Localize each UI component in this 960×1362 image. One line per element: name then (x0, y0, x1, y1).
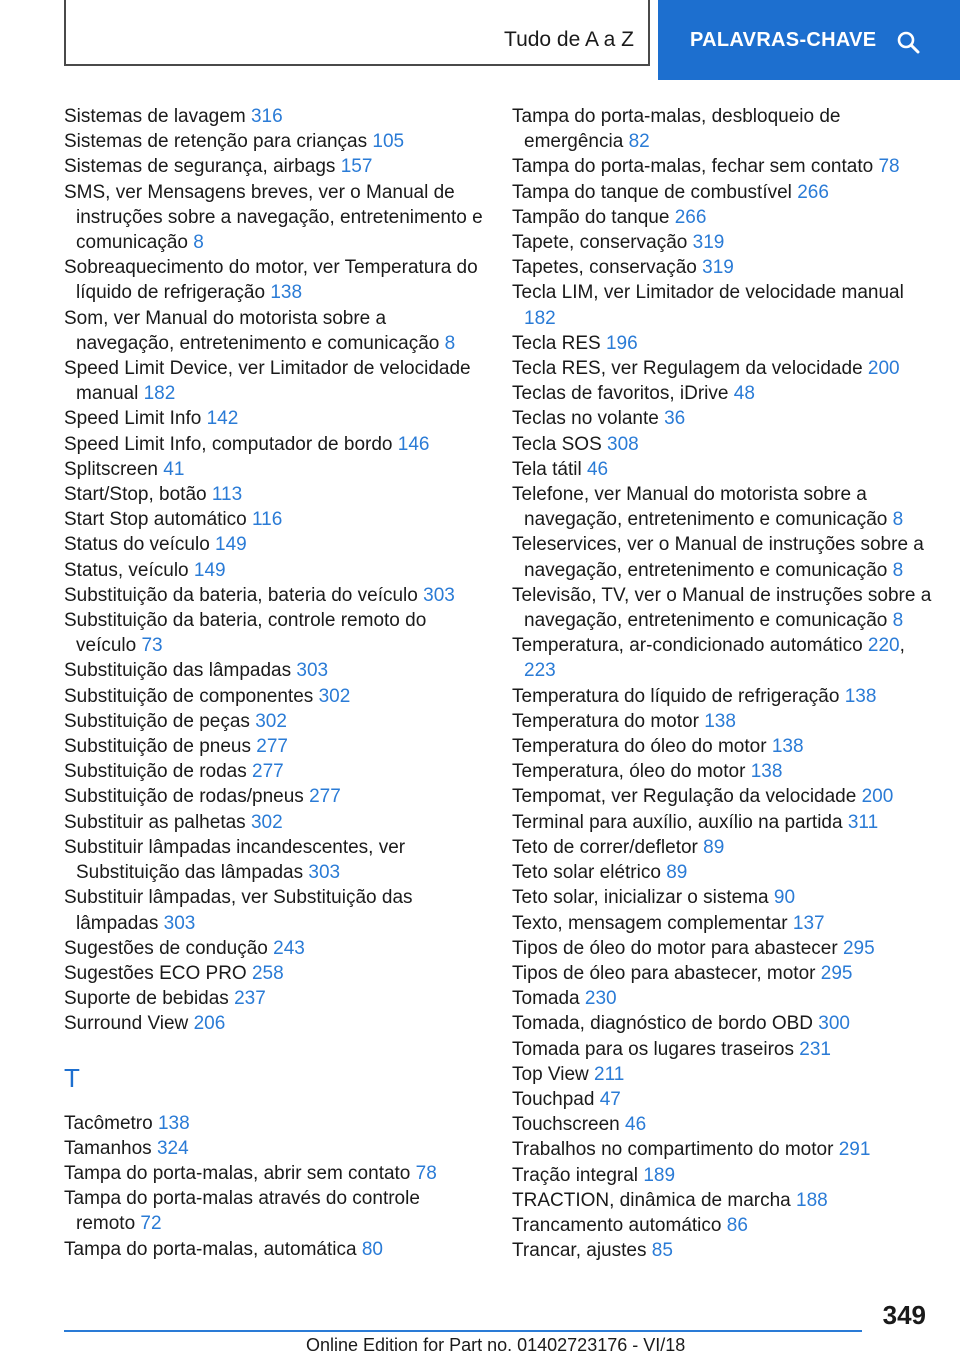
index-entry (64, 532, 484, 557)
index-entry (64, 734, 484, 759)
header-tab-box[interactable] (64, 0, 650, 66)
index-entry-text: Telefone, ver Manual do motorista sobre a navegação, entretenimento e comunicação (512, 484, 888, 531)
index-entry (64, 1136, 484, 1161)
index-entry-text: Substituição das lâmpadas (64, 660, 292, 682)
index-entry-text: Tampa do porta-malas através do controle remoto (64, 1188, 420, 1235)
page-reference-link[interactable]: 82 (628, 131, 650, 153)
page-reference-link[interactable]: 188 (796, 1189, 828, 1211)
index-entry-text: Touchscreen (512, 1114, 620, 1136)
index-entry (64, 608, 484, 658)
index-entry-text: Tração integral (512, 1164, 639, 1186)
page-reference-link[interactable]: 137 (792, 912, 825, 934)
index-entry-text: Texto, mensagem complementar (512, 912, 788, 934)
index-entry-text: Tampa do porta-malas, abrir sem contato (64, 1162, 411, 1184)
search-icon[interactable] (896, 30, 920, 54)
index-entry (64, 406, 484, 431)
index-entry-text: Substituição da bateria, controle remoto do veículo (64, 610, 427, 657)
page-reference-link[interactable]: 41 (163, 458, 185, 480)
page-reference-link[interactable]: 138 (771, 736, 804, 758)
index-entry-text: Tela tátil (512, 458, 582, 480)
index-entry-text: Tampa do tanque de combustível (512, 181, 792, 203)
page-reference-link[interactable]: 316 (250, 106, 283, 127)
index-entry-text: Tamanhos (64, 1137, 152, 1159)
index-entry (64, 658, 484, 683)
index-entry (512, 684, 932, 709)
index-entry-text: Tecla RES, ver Regulagem da velocidade (512, 358, 863, 380)
page-reference-link[interactable]: 86 (726, 1214, 748, 1236)
index-entry-text: Sobreaquecimento do motor, ver Temperatura do líquido de refrigeração (64, 257, 478, 304)
page-reference-link[interactable]: 80 (361, 1238, 383, 1260)
index-entry (512, 1238, 932, 1263)
index-entry (512, 280, 932, 330)
page-reference-link[interactable]: 78 (878, 156, 900, 178)
page-reference-link[interactable]: 266 (797, 181, 829, 203)
page-reference-link[interactable]: 230 (584, 988, 617, 1010)
page-reference-link[interactable]: 223 (524, 660, 556, 682)
page-reference-link[interactable]: 211 (594, 1063, 625, 1085)
index-entry (64, 1111, 484, 1136)
page-reference-link[interactable]: 231 (799, 1038, 831, 1060)
index-entry-text: Temperatura do motor (512, 710, 699, 732)
index-entry (512, 406, 932, 431)
index-entry-text: Tampa do porta-malas, fechar sem contato (512, 156, 874, 178)
page-reference-link[interactable]: 138 (157, 1112, 190, 1134)
index-entry-text: Tampão do tanque (512, 206, 670, 228)
page-reference-link[interactable]: 311 (847, 811, 879, 833)
page-reference-link[interactable]: 47 (599, 1088, 621, 1110)
keywords-label[interactable]: PALAVRAS-CHAVE (690, 29, 877, 51)
page-reference-link[interactable]: 200 (867, 358, 900, 380)
index-entry (64, 936, 484, 961)
page-reference-link[interactable]: 90 (773, 887, 796, 909)
index-entry-text: Tecla SOS (512, 433, 602, 455)
index-entry (64, 835, 484, 885)
index-entry-text: Speed Limit Info, computador de bordo (64, 433, 393, 455)
index-entry (512, 1011, 932, 1036)
index-entry (64, 986, 484, 1011)
index-entry (512, 104, 932, 154)
index-entry-text: Tomada (512, 988, 580, 1010)
index-entry (512, 1037, 932, 1062)
index-entry (64, 356, 484, 406)
index-entry (512, 381, 932, 406)
index-entry (512, 936, 932, 961)
page-reference-link[interactable]: 295 (820, 962, 853, 984)
index-entry-text: Touchpad (512, 1088, 595, 1110)
index-entry-text: Teleservices, ver o Manual de instruções sobre a navegação, entretenimento e comunicação (512, 534, 924, 581)
index-entry (64, 306, 484, 356)
index-entry-text: Teclas no volante (512, 408, 659, 430)
page-reference-link[interactable]: 277 (309, 786, 341, 808)
index-entry-text: Sistemas de retenção para crianças (64, 131, 368, 153)
page-reference-link[interactable]: 189 (643, 1164, 676, 1186)
page-reference-link[interactable]: 113 (211, 484, 243, 506)
index-entry (512, 835, 932, 860)
page-reference-link[interactable]: 89 (666, 862, 688, 884)
index-entry-text: Substituição de rodas (64, 761, 247, 783)
index-entry (512, 759, 932, 784)
index-entry (512, 205, 932, 230)
index-column-left (64, 104, 484, 1262)
index-entry (64, 583, 484, 608)
index-entry (512, 784, 932, 809)
page-reference-link[interactable]: 319 (702, 257, 734, 279)
index-entry-text: Sistemas de segurança, airbags (64, 156, 336, 178)
index-entry-text: Start Stop automático (64, 509, 247, 531)
index-entry (64, 1186, 484, 1236)
page-reference-link[interactable]: 8 (892, 509, 904, 531)
page-reference-link[interactable]: 105 (372, 131, 405, 153)
index-entry (512, 961, 932, 986)
index-entry: Temperatura, ar-condicionado automático 220, 223 (512, 635, 905, 682)
footer-edition-text: Online Edition for Part no. 01402723176 - VI/18 (306, 1335, 686, 1355)
index-entry (512, 1137, 932, 1162)
index-entry-text: Temperatura do óleo do motor (512, 736, 767, 758)
index-entry-text: Surround View (64, 1013, 189, 1035)
index-entry-text: Start/Stop, botão (64, 484, 207, 506)
index-entry-text: Teto solar elétrico (512, 862, 661, 884)
index-entry-text: Top View (512, 1063, 589, 1085)
index-entry (64, 129, 484, 154)
index-entry-text: Sugestões ECO PRO (64, 962, 247, 984)
index-entry-text: Tempomat, ver Regulação da velocidade (512, 786, 857, 808)
tab-az-label[interactable]: Tudo de A a Z (504, 28, 634, 51)
page-number: 349 (882, 1300, 926, 1330)
index-entry-text: Teto solar, inicializar o sistema (512, 887, 769, 909)
index-entry (512, 180, 932, 205)
index-entry-text: Splitscreen (64, 458, 158, 480)
index-entry (512, 810, 932, 835)
page-reference-link[interactable]: 303 (308, 862, 341, 884)
page-reference-link[interactable]: 237 (234, 988, 266, 1010)
index-entry-text: Status do veículo (64, 534, 210, 556)
index-entry (512, 255, 932, 280)
page-reference-link[interactable]: 8 (193, 232, 204, 254)
index-entry-text: Substituir lâmpadas incandescentes, ver Substituição das lâmpadas (64, 836, 406, 884)
keywords-tab[interactable] (658, 0, 960, 80)
page-reference-link[interactable]: 46 (586, 458, 609, 480)
index-entry-text: Substituir lâmpadas, ver Substituição das lâmpadas (64, 887, 413, 934)
index-entry (512, 1062, 932, 1087)
index-entry-text: Trabalhos no compartimento do motor (512, 1139, 834, 1161)
page-reference-link[interactable]: 182 (524, 307, 556, 329)
index-entry (512, 331, 932, 356)
page-reference-link[interactable]: 138 (844, 685, 877, 707)
index-entry (64, 432, 484, 457)
index-entry-text: SMS, ver Mensagens breves, ver o Manual de instruções sobre a navegação, entretenimento e comunicação (64, 181, 483, 254)
index-entry (512, 1213, 932, 1238)
index-entry (512, 432, 932, 457)
page-reference-link[interactable]: 319 (692, 232, 725, 254)
page-reference-link[interactable]: 300 (818, 1013, 850, 1035)
index-entry-text: Sugestões de condução (64, 937, 268, 959)
index-entries-t (64, 1111, 484, 1262)
index-entry-text: Substituição da bateria, bateria do veículo (64, 584, 418, 606)
index-entry (64, 482, 484, 507)
index-entry (64, 180, 484, 256)
index-entry (512, 457, 932, 482)
page-reference-link[interactable]: 146 (397, 433, 430, 455)
index-entry (64, 1237, 484, 1262)
footer-divider (64, 1330, 862, 1332)
page-reference-link[interactable]: 8 (444, 332, 456, 354)
page-reference-link[interactable]: 73 (141, 635, 163, 657)
index-entry (512, 1087, 932, 1112)
index-entry (64, 255, 484, 305)
page-reference-link[interactable]: 142 (206, 408, 239, 430)
index-entry-text: Speed Limit Info (64, 408, 202, 430)
index-entry-text: Trancar, ajustes (512, 1240, 647, 1262)
page-reference-link[interactable]: 8 (892, 559, 904, 581)
index-entry (512, 482, 932, 532)
page-reference-link[interactable]: 324 (156, 1137, 189, 1159)
index-entry-text: Substituição de componentes (64, 685, 314, 707)
page-reference-link[interactable]: 291 (838, 1139, 871, 1161)
index-entry-text: Tipos de óleo do motor para abastecer (512, 937, 838, 959)
page-reference-link[interactable]: 89 (703, 836, 725, 858)
index-entry (512, 1188, 932, 1213)
page-reference-link[interactable]: 258 (251, 962, 284, 984)
index-entry-text: Teto de correr/defletor (512, 836, 698, 858)
page-reference-link[interactable]: 149 (193, 559, 226, 581)
section-letter-heading: T (64, 1062, 80, 1093)
page-reference-link[interactable]: 206 (193, 1013, 226, 1035)
page-reference-link[interactable]: 277 (256, 736, 288, 758)
index-entry-text: Televisão, TV, ver o Manual de instruções sobre a navegação, entretenimento e comunicação (512, 584, 932, 632)
index-entry (512, 532, 932, 582)
index-entry (64, 759, 484, 784)
page-reference-link[interactable]: 243 (273, 937, 305, 959)
index-entry (64, 457, 484, 482)
index-entry (64, 1161, 484, 1186)
index-entry-text: Tampa do porta-malas, automática (64, 1238, 357, 1260)
index-entry-text: Temperatura do líquido de refrigeração (512, 685, 840, 707)
page-reference-link[interactable]: 72 (140, 1213, 162, 1235)
index-entry-text: Substituição de pneus (64, 736, 251, 758)
index-entry-text: Tapete, conservação (512, 232, 688, 254)
index-entry-text: Tampa do porta-malas, desbloqueio de emergência (512, 106, 841, 153)
index-entry-text: Tacômetro (64, 1112, 153, 1134)
index-entry (64, 154, 484, 179)
page-reference-link[interactable]: 196 (605, 332, 638, 354)
page-reference-link[interactable]: 302 (255, 710, 287, 732)
index-entry-text: Temperatura, óleo do motor (512, 761, 746, 783)
page-reference-link[interactable]: 138 (270, 282, 303, 304)
page-reference-link[interactable]: 220 (867, 635, 900, 657)
index-entry-text: Sistemas de lavagem (64, 106, 246, 127)
page-reference-link[interactable]: 138 (750, 761, 783, 783)
index-entry-text: Tecla RES (512, 332, 601, 354)
index-entry (512, 734, 932, 759)
page-reference-link[interactable]: 302 (250, 811, 283, 833)
index-entry-text: Suporte de bebidas (64, 988, 229, 1010)
index-entry (64, 885, 484, 935)
index-entry-text: Tapetes, conservação (512, 257, 697, 279)
index-entry-text: Som, ver Manual do motorista sobre a navegação, entretenimento e comunicação (64, 307, 440, 354)
page-reference-link[interactable]: 85 (651, 1240, 673, 1262)
index-entry-text: Trancamento automático (512, 1214, 722, 1236)
page-reference-link[interactable]: 277 (252, 761, 284, 783)
index-entry (64, 684, 484, 709)
index-column-right (512, 104, 932, 1263)
page-reference-link[interactable]: 308 (607, 433, 639, 455)
index-entry-text: Tomada, diagnóstico de bordo OBD (512, 1013, 814, 1035)
index-entry (64, 104, 484, 129)
page-reference-link[interactable]: 36 (664, 408, 686, 430)
page-reference-link[interactable]: 116 (252, 509, 283, 531)
index-entries-s (64, 104, 484, 1037)
index-entry (512, 709, 932, 734)
page-reference-link[interactable]: 8 (892, 610, 904, 632)
index-entry (64, 1011, 484, 1036)
index-entry (512, 860, 932, 885)
page-reference-link[interactable]: 303 (163, 912, 196, 934)
index-entry (64, 961, 484, 986)
index-entry-text: Tomada para os lugares traseiros (512, 1038, 794, 1060)
index-entry-text: Terminal para auxílio, auxílio na partida (512, 811, 843, 833)
index-entry-text: Speed Limit Device, ver Limitador de velocidade manual (64, 358, 471, 405)
index-entries-t-continued (512, 104, 932, 1263)
page-reference-link[interactable]: 138 (704, 710, 736, 732)
index-entry (512, 356, 932, 381)
index-entry-text: TRACTION, dinâmica de marcha (512, 1189, 791, 1211)
page-reference-link[interactable]: 303 (296, 660, 329, 682)
index-entry-text: Substituir as palhetas (64, 811, 246, 833)
index-entry-text: Temperatura, ar-condicionado automático (512, 635, 863, 657)
page-reference-link[interactable]: 78 (415, 1162, 437, 1184)
index-entry-text: Tecla LIM, ver Limitador de velocidade manual (512, 282, 904, 304)
page-reference-link[interactable]: 149 (215, 534, 247, 556)
index-entry (64, 507, 484, 532)
index-entry (512, 583, 932, 633)
page-reference-link[interactable]: 303 (423, 584, 455, 606)
page-reference-link[interactable]: 302 (318, 685, 351, 707)
index-entry (512, 1112, 932, 1137)
index-entry (64, 558, 484, 583)
index-entry (512, 230, 932, 255)
index-entry-text: Tipos de óleo para abastecer, motor (512, 962, 816, 984)
page-reference-link[interactable]: 48 (733, 383, 755, 405)
page-reference-link[interactable]: 295 (842, 937, 875, 959)
index-entry-text: Substituição de rodas/pneus (64, 786, 304, 808)
index-entry-text: Status, veículo (64, 559, 189, 581)
page-reference-link[interactable]: 182 (143, 383, 176, 405)
index-entry (512, 911, 932, 936)
index-entry (64, 810, 484, 835)
page-reference-link[interactable]: 157 (340, 156, 373, 178)
page-reference-link[interactable]: 200 (861, 786, 894, 808)
page-reference-link[interactable]: 46 (625, 1114, 647, 1136)
index-entry (512, 885, 932, 910)
index-entry-text: Substituição de peças (64, 710, 250, 732)
index-entry-text: Teclas de favoritos, iDrive (512, 383, 729, 405)
index-entry (512, 1163, 932, 1188)
page-reference-link[interactable]: 266 (674, 206, 707, 228)
index-entry (512, 986, 932, 1011)
index-entry (512, 154, 932, 179)
index-entry (64, 709, 484, 734)
index-entry (64, 784, 484, 809)
